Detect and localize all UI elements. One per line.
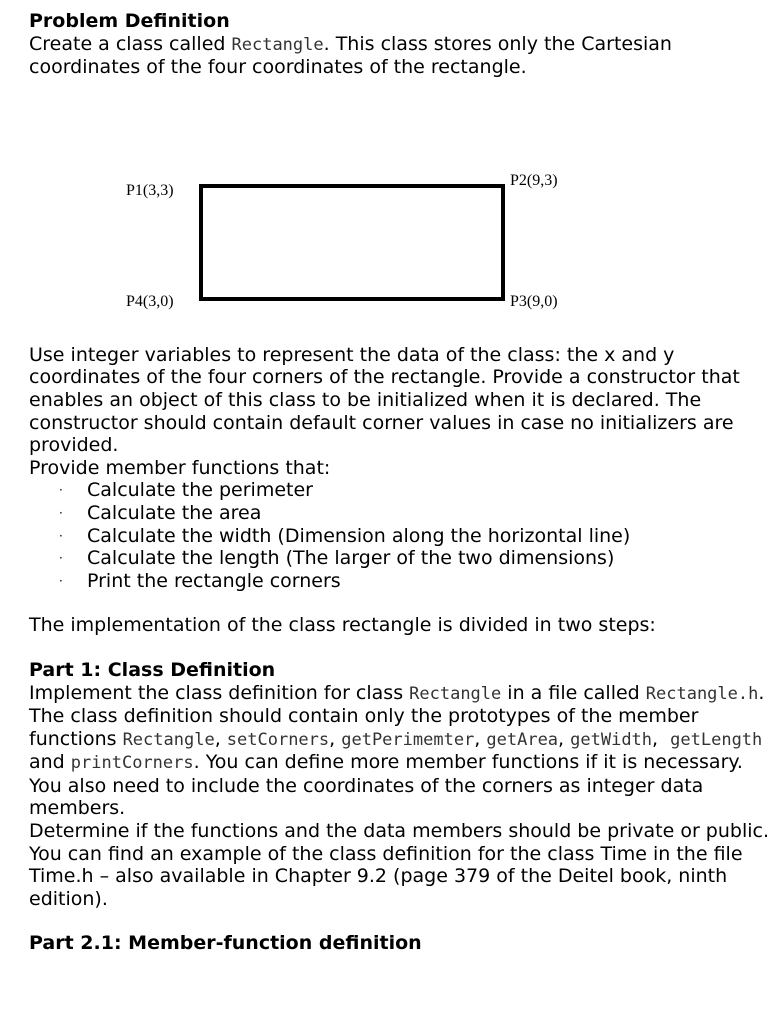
part1-text: and (29, 751, 71, 774)
problem-definition-heading: Problem Definition (29, 10, 230, 32)
bullet-icon: · (59, 483, 63, 498)
list-item (59, 525, 769, 548)
description-paragraph: Use integer variables to represent the data of the class: the x and y coordinates of the four corners of the rectangle. Provide a constructor that enables an object of this class to be initialized when it is declared. The constructor should contain default corner values in case no initializers are provided. (29, 343, 740, 457)
part1-text: Implement the class definition for class (29, 681, 410, 704)
corner-label-p2: P2(9,3) (510, 171, 558, 189)
corner-label-p3: P3(9,0) (510, 292, 558, 310)
rectangle-shape (199, 184, 505, 301)
separator: , (474, 727, 487, 750)
bullet-icon: · (59, 573, 63, 588)
list-item (59, 547, 769, 570)
bullet-icon: · (59, 505, 63, 520)
part1-text: . The class definition should contain only the prototypes of the member functions (29, 681, 765, 750)
list-item-text: Calculate the length (The larger of the two dimensions) (87, 547, 615, 570)
class-name-code: Rectangle (231, 34, 324, 55)
code-setcorners: setCorners (226, 729, 330, 750)
rectangle-diagram (29, 85, 769, 310)
intro-text-start: Create a class called (29, 32, 232, 55)
code-getarea: getArea (486, 729, 559, 750)
separator: , (214, 727, 227, 750)
list-item-text: Calculate the width (Dimension along the horizontal line) (87, 524, 631, 547)
code-getperimemter: getPerimemter (341, 729, 475, 750)
list-item-text: Calculate the area (87, 501, 262, 524)
part1-text: in a file called (501, 681, 646, 704)
separator: , (558, 727, 571, 750)
part1-text: . You can define more member functions if it is necessary. You also need to include the coordinates of the corners as integer data members. (29, 751, 743, 820)
part1-example-paragraph: You can find an example of the class definition for the class Time in the file Time.h – also available in Chapter 9.2 (page 379 of the Deitel book, ninth edition). (29, 842, 743, 910)
list-item-text: Print the rectangle corners (87, 569, 341, 592)
corner-label-p4: P4(3,0) (126, 292, 174, 310)
list-item (59, 570, 769, 593)
part1-visibility-paragraph: Determine if the functions and the data members should be private or public. (29, 820, 769, 843)
separator: , (652, 727, 671, 750)
separator: , (329, 727, 342, 750)
document-page (29, 10, 769, 955)
part1-paragraph (29, 682, 769, 821)
part1-heading: Part 1: Class Definition (29, 658, 276, 681)
list-item (59, 502, 769, 525)
part21-heading: Part 2.1: Member-function definition (29, 932, 422, 955)
code-rectangle: Rectangle (409, 683, 502, 704)
corner-label-p1: P1(3,3) (126, 181, 174, 199)
bullet-icon: · (59, 528, 63, 543)
list-item-text: Calculate the perimeter (87, 479, 313, 502)
code-printcorners: printCorners (70, 753, 194, 774)
list-item (59, 479, 769, 502)
member-functions-list (29, 479, 769, 592)
implementation-paragraph: The implementation of the class rectangle is divided in two steps: (29, 614, 656, 637)
code-getwidth: getWidth (570, 729, 653, 750)
code-rectangle-h: Rectangle.h (645, 683, 759, 704)
intro-text-end: . This class stores only the Cartesian coordinates of the four coordinates of the rectangle. (29, 32, 672, 79)
code-getlength: getLength (670, 729, 763, 750)
bullet-icon: · (59, 551, 63, 566)
intro-paragraph (29, 33, 769, 79)
code-rectangle-ctor: Rectangle (122, 729, 215, 750)
functions-intro: Provide member functions that: (29, 456, 331, 479)
